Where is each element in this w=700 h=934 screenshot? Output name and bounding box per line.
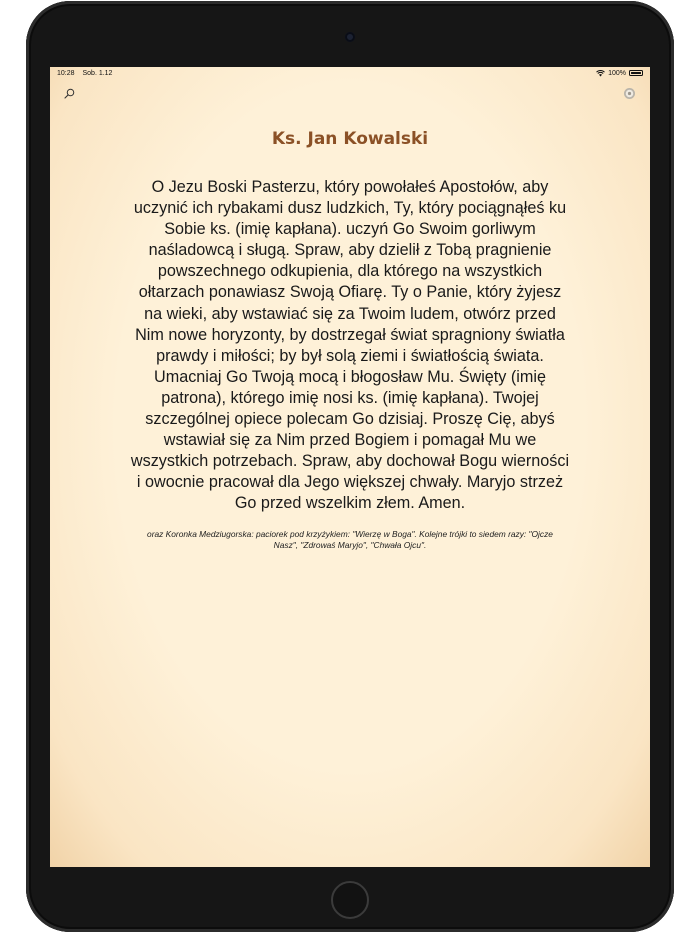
settings-button[interactable] bbox=[621, 85, 637, 101]
status-bar bbox=[50, 67, 650, 79]
battery-icon bbox=[629, 70, 643, 76]
status-right bbox=[596, 70, 643, 77]
battery-level bbox=[631, 72, 641, 74]
page-title: Ks. Jan Kowalski bbox=[271, 129, 429, 149]
gear-icon bbox=[623, 87, 636, 100]
prayer-text: O Jezu Boski Pasterzu, który powołałeś Apostołów, aby uczynić ich rybakami dusz ludzkich, Ty, który pociągnąłeś ku Sobie ks. (imię kapłana). uczyń Go Swoim gorliwym naśladowcą i sługą. Spraw, aby dzielił z Tobą pragnienie powszechnego odkupienia, dla którego na wszystkich ołtarzach ponawiasz Swoją Ofiarę. Ty o Panie, który żyjesz na wieki, aby wstawiać się za Twoim ludem, otwórz przed Nim nowe horyzonty, by dostrzegał świat spragniony światła prawdy i miłości; by był solą ziemi i światłością świata. Umacniaj Go Twoją mocą i błogosław Mu. Święty (imię patrona), którego imię nosi ks. (imię kapłana). Twojej szczególnej opiece polecam Go dzisiaj. Proszę Cię, abyś wstawiał się za Nim przed Bogiem i pomagał Mu we wszystkich potrzebach. Spraw, aby dochował Bogu wierności i owocnie pracował dla Jego większej chwały. Maryjo strzeż Go przed wszelkim złem. Amen. bbox=[130, 178, 570, 513]
status-left bbox=[57, 70, 118, 77]
search-icon bbox=[64, 88, 75, 99]
prayer-note: oraz Koronka Medziugorska: paciorek pod krzyżykiem: "Wierzę w Boga". Kolejne trójki to siedem razy: "Ojcze Nasz", "Zdrowaś Maryjo", "Chwała Ojcu". bbox=[147, 529, 553, 550]
app-screen bbox=[50, 67, 650, 867]
wifi-icon bbox=[596, 70, 605, 77]
status-date: Sob. 1.12 bbox=[82, 69, 113, 77]
search-button[interactable] bbox=[61, 85, 77, 101]
home-button[interactable] bbox=[331, 881, 369, 919]
front-camera bbox=[345, 32, 355, 42]
battery-percent: 100% bbox=[608, 69, 626, 77]
status-time: 10:28 bbox=[57, 69, 75, 77]
